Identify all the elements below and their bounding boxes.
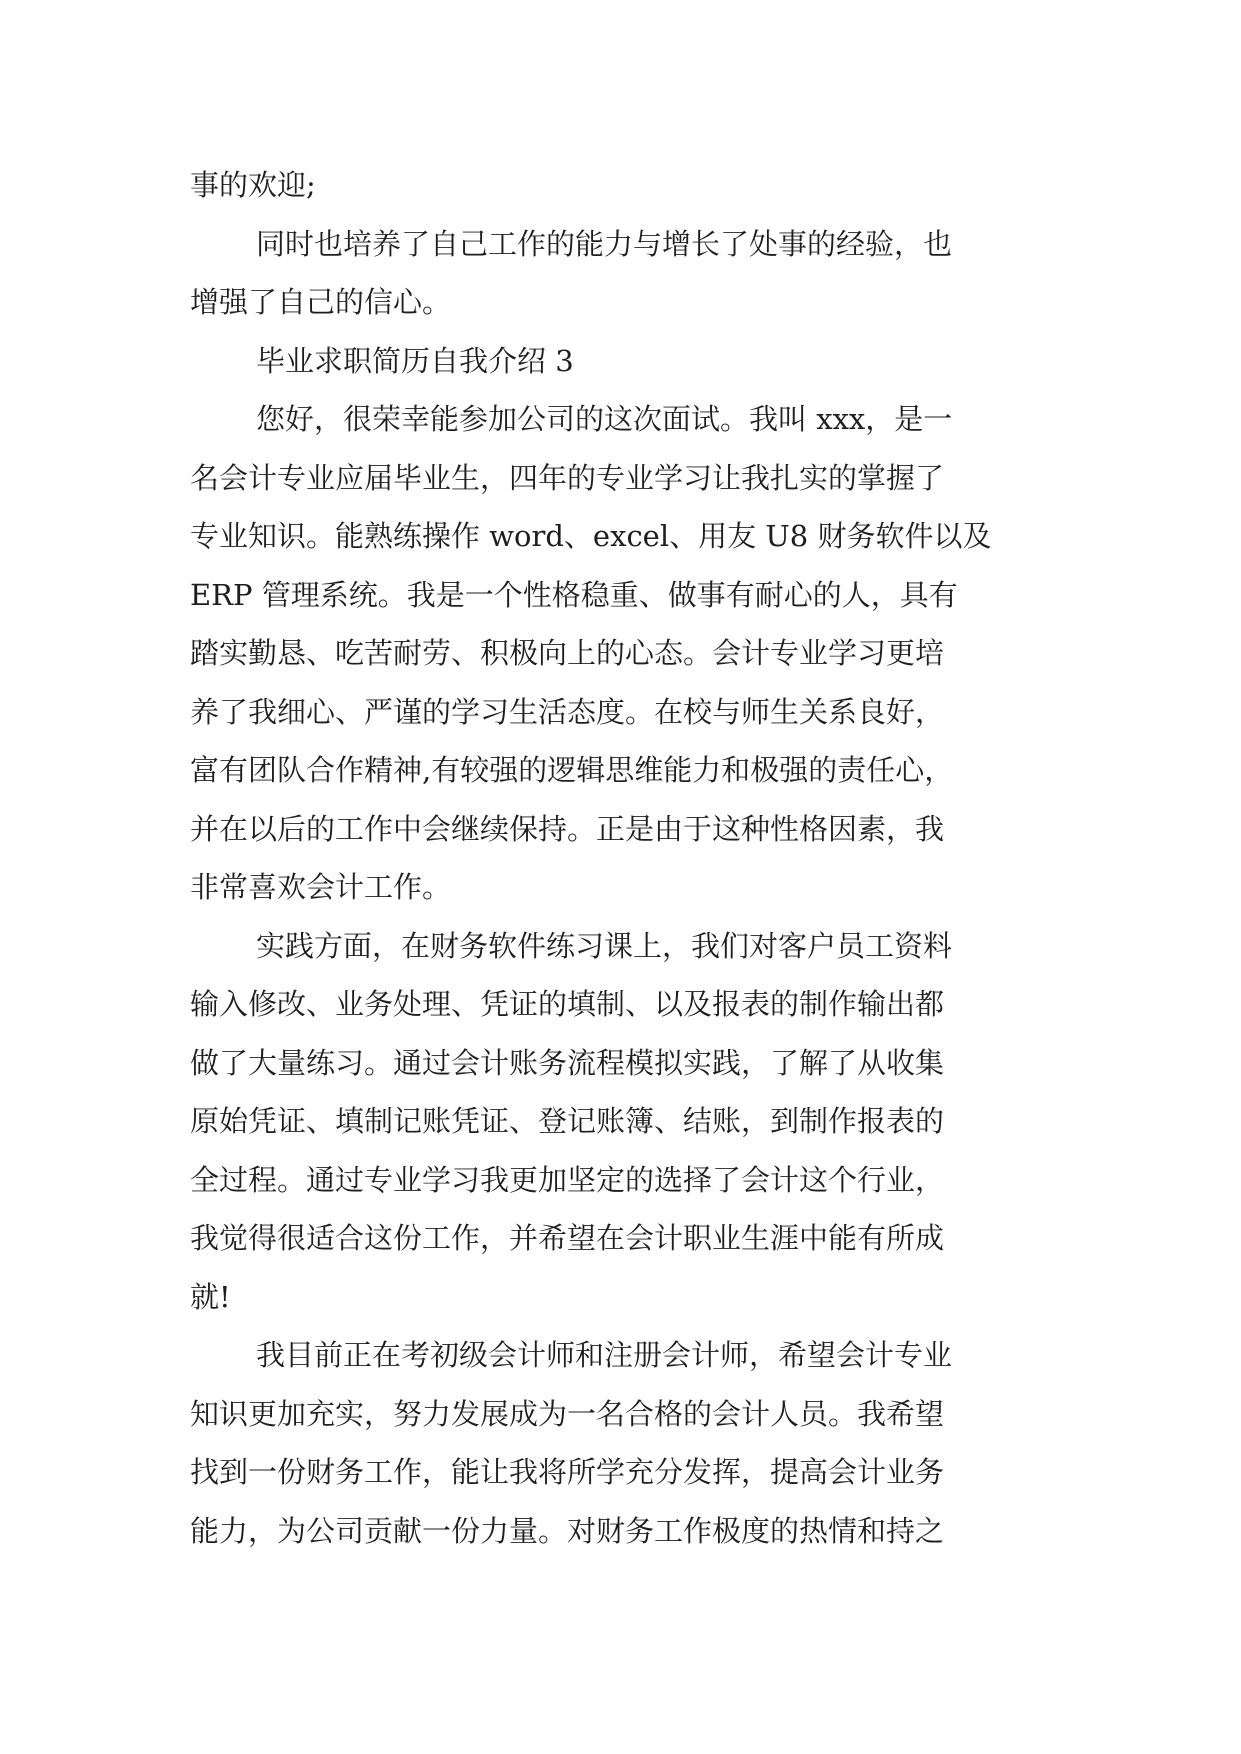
document-body [190, 156, 1060, 1560]
text-line: 增强了自己的信心。 [190, 285, 452, 319]
text-line: 踏实勤恳、吃苦耐劳、积极向上的心态。会计专业学习更培 [190, 636, 945, 670]
text-line: 找到一份财务工作，能让我将所学充分发挥，提高会计业务 [190, 1455, 945, 1489]
text-line: 非常喜欢会计工作。 [190, 870, 452, 904]
text-line: 同时也培养了自己工作的能力与增长了处事的经验，也 [256, 226, 953, 261]
text-line: 能力，为公司贡献一份力量。对财务工作极度的热情和持之 [190, 1513, 945, 1548]
text-line: 我觉得很适合这份工作，并希望在会计职业生涯中能有所成 [190, 1221, 945, 1255]
text-line: 富有团队合作精神,有较强的逻辑思维能力和极强的责任心， [190, 753, 954, 787]
text-line: 知识更加充实，努力发展成为一名合格的会计人员。我希望 [190, 1396, 945, 1431]
text-line: 您好，很荣幸能参加公司的这次面试。我叫 xxx，是一 [256, 402, 953, 436]
text-line: 专业知识。能熟练操作 word、excel、用友 U8 财务软件以及 [190, 519, 992, 553]
text-line: 实践方面，在财务软件练习课上，我们对客户员工资料 [256, 928, 953, 963]
text-line: 并在以后的工作中会继续保持。正是由于这种性格因素，我 [190, 811, 945, 846]
text-line: 输入修改、业务处理、凭证的填制、以及报表的制作输出都 [190, 987, 945, 1021]
text-line: 做了大量练习。通过会计账务流程模拟实践，了解了从收集 [190, 1045, 945, 1080]
section-heading: 毕业求职简历自我介绍 3 [256, 343, 574, 378]
text-line: 事的欢迎; [190, 168, 316, 202]
text-line: 原始凭证、填制记账凭证、登记账簿、结账，到制作报表的 [190, 1104, 945, 1138]
text-line: 养了我细心、严谨的学习生活态度。在校与师生关系良好， [190, 694, 945, 729]
text-line: 就! [190, 1279, 231, 1314]
text-line: ERP 管理系统。我是一个性格稳重、做事有耐心的人，具有 [190, 577, 958, 612]
text-line: 名会计专业应届毕业生，四年的专业学习让我扎实的掌握了 [190, 460, 945, 495]
text-line: 我目前正在考初级会计师和注册会计师，希望会计专业 [256, 1338, 953, 1372]
text-line: 全过程。通过专业学习我更加坚定的选择了会计这个行业， [190, 1162, 945, 1197]
